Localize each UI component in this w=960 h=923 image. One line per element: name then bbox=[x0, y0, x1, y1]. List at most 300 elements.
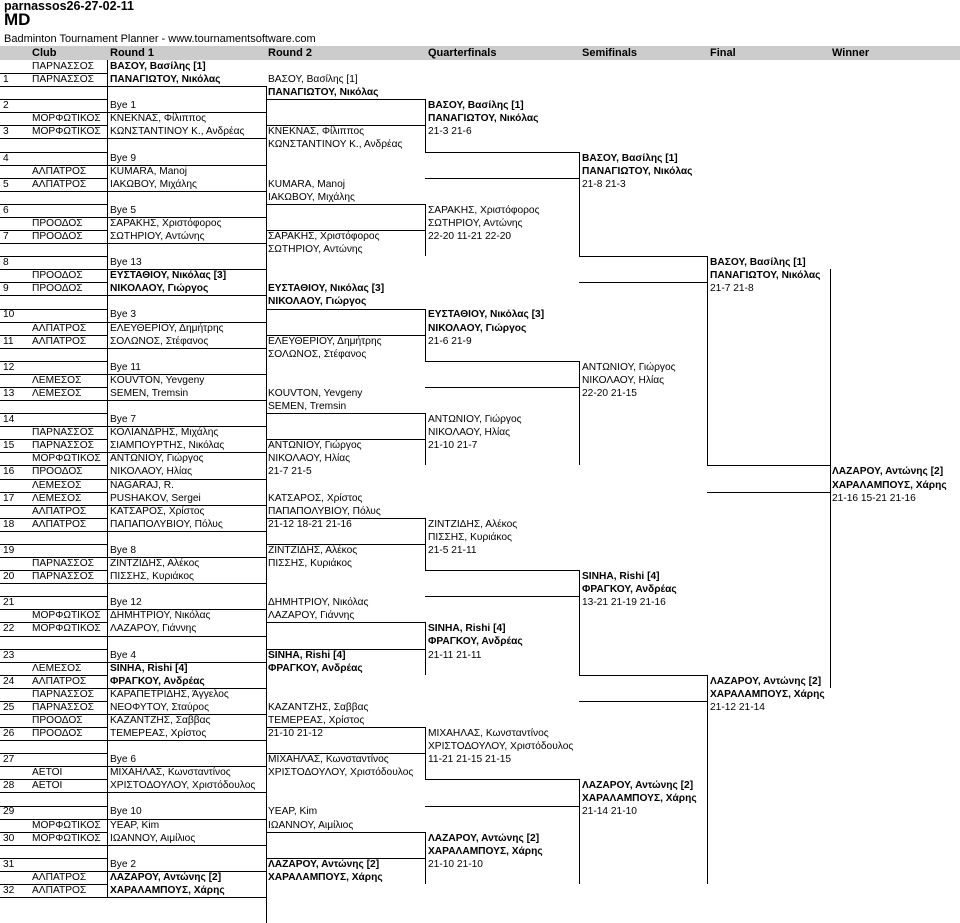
draw-position: 19 bbox=[3, 544, 15, 556]
quarterfinal-entry: ΣΑΡΑΚΗΣ, Χριστόφορος bbox=[428, 204, 540, 216]
bracket-line bbox=[0, 753, 107, 754]
bracket-line bbox=[425, 178, 579, 179]
bracket-line bbox=[0, 125, 107, 126]
header-winner: Winner bbox=[832, 47, 870, 59]
draw-position: 27 bbox=[3, 754, 15, 766]
bracket-line bbox=[107, 531, 266, 532]
header-club: Club bbox=[32, 47, 57, 59]
quarterfinal-entry: SINHA, Rishi [4] bbox=[428, 623, 506, 635]
bracket-line bbox=[425, 204, 426, 256]
round-1-entry: ΚΟΛΙΑΝΔΡΗΣ, Μιχάλης bbox=[110, 427, 219, 439]
round-2-entry: ΣΟΛΩΝΟΣ, Στέφανος bbox=[268, 348, 367, 360]
draw-row bbox=[0, 714, 960, 727]
bracket-line bbox=[0, 531, 107, 532]
semifinal-entry: ΒΑΣΟΥ, Βασίλης [1] bbox=[582, 152, 678, 164]
draw-row bbox=[0, 465, 960, 478]
round-1-entry: ΜΙΧΑΗΛΑΣ, Κωνσταντίνος bbox=[110, 767, 231, 779]
bracket-line bbox=[0, 505, 107, 506]
draw-position: 7 bbox=[3, 231, 9, 243]
semifinal-entry: ΝΙΚΟΛΑΟΥ, Ηλίας bbox=[582, 374, 665, 386]
round-1-entry: YEAP, Kim bbox=[110, 819, 160, 831]
bracket-line bbox=[0, 452, 107, 453]
bracket-line bbox=[579, 282, 707, 283]
bracket-line bbox=[0, 256, 107, 257]
quarterfinal-entry: 21-5 21-11 bbox=[428, 544, 477, 556]
bracket-line bbox=[266, 309, 425, 310]
bracket-line bbox=[0, 806, 107, 807]
bracket-line bbox=[266, 766, 267, 818]
round-1-entry: Bye 11 bbox=[110, 361, 141, 373]
draw-row bbox=[0, 479, 960, 492]
draw-row bbox=[0, 792, 960, 805]
bracket-line bbox=[266, 622, 425, 623]
round-1-entry: ΝΙΚΟΛΑΟΥ, Ηλίας bbox=[110, 466, 193, 478]
bracket-line bbox=[0, 217, 107, 218]
draw-position: 21 bbox=[3, 597, 15, 609]
round-1-entry: ΙΩΑΝΝΟΥ, Αιμίλιος bbox=[110, 832, 196, 844]
bracket-line bbox=[425, 413, 426, 465]
bracket-line bbox=[107, 766, 108, 792]
bracket-line bbox=[107, 269, 108, 295]
round-2-entry: ΕΛΕΥΘΕΡΙΟΥ, Δημήτρης bbox=[268, 335, 382, 347]
draw-row bbox=[0, 819, 960, 832]
bracket-line bbox=[0, 112, 107, 113]
draw-row bbox=[0, 452, 960, 465]
bracket-line bbox=[107, 845, 266, 846]
draw-position: 32 bbox=[3, 884, 15, 896]
club-name: ΠΡΟΟΔΟΣ bbox=[32, 466, 83, 478]
round-2-entry: ΦΡΑΓΚΟΥ, Ανδρέας bbox=[268, 662, 363, 674]
bracket-line bbox=[107, 191, 266, 192]
round-1-entry: ΣΑΡΑΚΗΣ, Χριστόφορος bbox=[110, 217, 222, 229]
semifinal-entry: 21-8 21-3 bbox=[582, 178, 626, 190]
round-1-entry: NAGARAJ, R. bbox=[110, 479, 174, 491]
semifinal-entry: 22-20 21-15 bbox=[582, 387, 637, 399]
club-name: ΑΛΠΑΤΡΟΣ bbox=[32, 675, 87, 687]
round-2-entry: ΕΥΣΤΑΘΙΟΥ, Νικόλας [3] bbox=[268, 283, 385, 295]
club-name: ΠΑΡΝΑΣΣΟΣ bbox=[32, 557, 94, 569]
bracket-line bbox=[107, 138, 266, 139]
draw-row bbox=[0, 583, 960, 596]
bracket-line bbox=[0, 387, 107, 388]
header-semifinals: Semifinals bbox=[582, 47, 638, 59]
club-name: ΛΕΜΕΣΟΣ bbox=[32, 374, 82, 386]
bracket-line bbox=[107, 583, 266, 584]
draw-position: 12 bbox=[3, 361, 15, 373]
draw-position: 6 bbox=[3, 204, 9, 216]
bracket-line bbox=[266, 819, 267, 871]
bracket-line bbox=[0, 230, 107, 231]
club-name: ΜΟΡΦΩΤΙΚΟΣ bbox=[32, 453, 101, 465]
bracket-line bbox=[107, 191, 108, 217]
header-final: Final bbox=[710, 47, 736, 59]
bracket-line bbox=[0, 465, 107, 466]
bracket-line bbox=[0, 439, 107, 440]
round-1-entry: Bye 12 bbox=[110, 597, 142, 609]
quarterfinal-entry: 21-11 21-11 bbox=[428, 649, 482, 661]
bracket-line bbox=[0, 165, 107, 166]
semifinal-entry: ΧΑΡΑΛΑΜΠΟΥΣ, Χάρης bbox=[582, 793, 697, 805]
bracket-line bbox=[266, 191, 267, 243]
round-1-entry: ΕΥΣΤΑΘΙΟΥ, Νικόλας [3] bbox=[110, 270, 227, 282]
draw-row bbox=[0, 217, 960, 230]
bracket-line bbox=[266, 348, 267, 400]
draw-row bbox=[0, 138, 960, 151]
draw-position: 30 bbox=[3, 832, 15, 844]
bracket-line bbox=[0, 479, 107, 480]
bracket-line bbox=[0, 792, 107, 793]
round-1-entry: ΚΝΕΚΝΑΣ, Φίλιππος bbox=[110, 113, 207, 125]
bracket-line bbox=[107, 792, 266, 793]
quarterfinal-entry: ΜΙΧΑΗΛΑΣ, Κωνσταντίνος bbox=[428, 727, 549, 739]
bracket-line bbox=[107, 400, 108, 426]
round-1-entry: ΠΑΠΑΠΟΛΥΒΙΟΥ, Πόλυς bbox=[110, 518, 223, 530]
draw-row bbox=[0, 413, 960, 426]
club-name: ΠΡΟΟΔΟΣ bbox=[32, 727, 83, 739]
draw-position: 17 bbox=[3, 492, 15, 504]
semifinal-entry: ΛΑΖΑΡΟΥ, Αντώνης [2] bbox=[582, 780, 694, 792]
draw-position: 31 bbox=[3, 858, 15, 870]
round-1-entry: ΙΑΚΩΒΟΥ, Μιχάλης bbox=[110, 178, 197, 190]
bracket-line bbox=[107, 374, 108, 400]
round-1-entry: ΚΩΝΣΤΑΝΤΙΝΟΥ Κ., Ανδρέας bbox=[110, 126, 245, 138]
round-1-entry: ΧΑΡΑΛΑΜΠΟΥΣ, Χάρης bbox=[110, 884, 225, 896]
bracket-line bbox=[266, 230, 425, 231]
club-name: ΠΑΡΝΑΣΣΟΣ bbox=[32, 74, 94, 86]
round-1-entry: Bye 8 bbox=[110, 544, 137, 556]
draw-row bbox=[0, 531, 960, 544]
bracket-line bbox=[0, 675, 107, 676]
bracket-line bbox=[0, 649, 107, 650]
bracket-line bbox=[107, 688, 108, 714]
round-2-entry: KUMARA, Manoj bbox=[268, 178, 345, 190]
draw-position: 15 bbox=[3, 440, 15, 452]
bracket-line bbox=[0, 413, 107, 414]
semifinal-entry: ΦΡΑΓΚΟΥ, Ανδρέας bbox=[582, 584, 677, 596]
bracket-line bbox=[107, 452, 108, 478]
club-name: ΑΛΠΑΤΡΟΣ bbox=[32, 165, 87, 177]
bracket-line bbox=[707, 675, 708, 884]
draw-row bbox=[0, 884, 960, 897]
bracket-line bbox=[707, 256, 708, 465]
bracket-line bbox=[0, 348, 107, 349]
quarterfinal-entry: ΧΡΙΣΤΟΔΟΥΛΟΥ, Χριστόδουλος bbox=[428, 741, 574, 753]
round-2-entry: KOUVTON, Yevgeny bbox=[268, 387, 363, 399]
bracket-line bbox=[266, 400, 267, 452]
bracket-line bbox=[107, 86, 108, 112]
bracket-line bbox=[266, 295, 267, 347]
bracket-line bbox=[0, 596, 107, 597]
club-name: ΠΡΟΟΔΟΣ bbox=[32, 270, 83, 282]
draw-row bbox=[0, 60, 960, 73]
round-1-entry: Bye 3 bbox=[110, 309, 137, 321]
bracket-line bbox=[266, 753, 425, 754]
bracket-line bbox=[579, 361, 580, 466]
club-name: ΑΛΠΑΤΡΟΣ bbox=[32, 505, 87, 517]
round-2-entry: ΧΑΡΑΛΑΜΠΟΥΣ, Χάρης bbox=[268, 871, 383, 883]
round-1-entry: Bye 9 bbox=[110, 152, 137, 164]
bracket-line bbox=[107, 609, 108, 635]
bracket-line bbox=[107, 452, 266, 453]
draw-position: 29 bbox=[3, 806, 15, 818]
round-2-entry: ΚΝΕΚΝΑΣ, Φίλιππος bbox=[268, 126, 365, 138]
draw-row bbox=[0, 570, 960, 583]
draw-row bbox=[0, 832, 960, 845]
round-2-entry: ΚΑΖΑΝΤΖΗΣ, Σαββας bbox=[268, 701, 369, 713]
draw-position: 3 bbox=[3, 126, 9, 138]
round-1-entry: ΔΗΜΗΤΡΙΟΥ, Νικόλας bbox=[110, 610, 211, 622]
round-2-entry: SINHA, Rishi [4] bbox=[268, 649, 346, 661]
draw-position: 13 bbox=[3, 387, 15, 399]
bracket-line bbox=[0, 740, 107, 741]
bracket-line bbox=[266, 335, 425, 336]
round-1-entry: KUMARA, Manoj bbox=[110, 165, 187, 177]
bracket-line bbox=[0, 426, 107, 427]
round-1-entry: SEMEN, Tremsin bbox=[110, 387, 189, 399]
bracket-line bbox=[0, 544, 107, 545]
round-1-entry: Bye 1 bbox=[110, 100, 137, 112]
final-entry: ΧΑΡΑΛΑΜΠΟΥΣ, Χάρης bbox=[710, 688, 825, 700]
bracket-line bbox=[0, 322, 107, 323]
quarterfinal-entry: ΦΡΑΓΚΟΥ, Ανδρέας bbox=[428, 636, 523, 648]
bracket-line bbox=[107, 871, 108, 897]
bracket-line bbox=[107, 138, 108, 164]
bracket-line bbox=[266, 99, 425, 100]
bracket-line bbox=[0, 832, 107, 833]
club-name: ΠΡΟΟΔΟΣ bbox=[32, 231, 83, 243]
bracket-line bbox=[425, 99, 426, 151]
bracket-line bbox=[0, 727, 107, 728]
bracket-line bbox=[0, 152, 107, 153]
bracket-line bbox=[107, 636, 108, 662]
draw-row bbox=[0, 256, 960, 269]
draw-row bbox=[0, 73, 960, 86]
software-credit: Badminton Tournament Planner - www.tournamentsoftware.com bbox=[4, 33, 316, 45]
final-entry: ΠΑΝΑΓΙΩΤΟΥ, Νικόλας bbox=[710, 270, 821, 282]
draw-position: 26 bbox=[3, 727, 15, 739]
bracket-line bbox=[579, 675, 707, 676]
bracket-line bbox=[0, 779, 107, 780]
semifinal-entry: ΑΝΤΩΝΙΟΥ, Γιώργος bbox=[582, 361, 676, 373]
bracket-line bbox=[107, 557, 266, 558]
draw-row bbox=[0, 99, 960, 112]
draw-row bbox=[0, 86, 960, 99]
club-name: ΑΛΠΑΤΡΟΣ bbox=[32, 871, 87, 883]
bracket-line bbox=[0, 871, 107, 872]
bracket-line bbox=[0, 897, 107, 898]
bracket-line bbox=[425, 596, 579, 597]
bracket-line bbox=[107, 60, 108, 86]
round-1-entry: ΚΑΤΣΑΡΟΣ, Χρίστος bbox=[110, 505, 205, 517]
bracket-line bbox=[0, 583, 107, 584]
bracket-line bbox=[425, 309, 426, 361]
bracket-line bbox=[0, 86, 107, 87]
draw-position: 1 bbox=[3, 74, 9, 86]
draw-row bbox=[0, 649, 960, 662]
quarterfinal-entry: 21-10 21-10 bbox=[428, 858, 483, 870]
bracket-line bbox=[266, 204, 425, 205]
bracket-line bbox=[0, 361, 107, 362]
round-1-entry: ΛΑΖΑΡΟΥ, Αντώνης [2] bbox=[110, 871, 222, 883]
draw-row bbox=[0, 858, 960, 871]
draw-row bbox=[0, 766, 960, 779]
round-1-entry: SINHA, Rishi [4] bbox=[110, 662, 188, 674]
draw-position: 8 bbox=[3, 257, 9, 269]
club-name: ΜΟΡΦΩΤΙΚΟΣ bbox=[32, 126, 101, 138]
semifinal-entry: ΠΑΝΑΓΙΩΤΟΥ, Νικόλας bbox=[582, 165, 693, 177]
bracket-line bbox=[107, 662, 108, 688]
round-1-entry: ΣΟΛΩΝΟΣ, Στέφανος bbox=[110, 335, 209, 347]
draw-row bbox=[0, 779, 960, 792]
draw-position: 23 bbox=[3, 649, 15, 661]
draw-row bbox=[0, 204, 960, 217]
bracket-line bbox=[0, 309, 107, 310]
club-name: ΑΛΠΑΤΡΟΣ bbox=[32, 178, 87, 190]
final-entry: 21-12 21-14 bbox=[710, 701, 765, 713]
club-name: ΛΕΜΕΣΟΣ bbox=[32, 492, 82, 504]
bracket-line bbox=[0, 492, 107, 493]
draw-row bbox=[0, 701, 960, 714]
bracket-line bbox=[0, 204, 107, 205]
draw-row bbox=[0, 165, 960, 178]
club-name: ΑΛΠΑΤΡΟΣ bbox=[32, 884, 87, 896]
bracket-line bbox=[107, 662, 266, 663]
round-1-entry: ΑΝΤΩΝΙΟΥ, Γιώργος bbox=[110, 453, 204, 465]
draw-row bbox=[0, 492, 960, 505]
draw-row bbox=[0, 125, 960, 138]
round-2-entry: ΖΙΝΤΖΙΔΗΣ, Αλέκος bbox=[268, 544, 358, 556]
bracket-line bbox=[0, 688, 107, 689]
bracket-line bbox=[0, 518, 107, 519]
round-2-entry: ΣΑΡΑΚΗΣ, Χριστόφορος bbox=[268, 231, 380, 243]
round-2-entry: ΧΡΙΣΤΟΔΟΥΛΟΥ, Χριστόδουλος bbox=[268, 767, 414, 779]
round-1-entry: ΚΑΖΑΝΤΖΗΣ, Σαββας bbox=[110, 714, 211, 726]
round-2-entry: ΝΙΚΟΛΑΟΥ, Ηλίας bbox=[268, 453, 351, 465]
round-2-entry: ΤΕΜΕΡΕΑΣ, Χρίστος bbox=[268, 714, 365, 726]
bracket-line bbox=[107, 217, 108, 243]
draw-position: 10 bbox=[3, 309, 15, 321]
round-2-entry: ΠΑΝΑΓΙΩΤΟΥ, Νικόλας bbox=[268, 87, 379, 99]
draw-row bbox=[0, 740, 960, 753]
draw-row bbox=[0, 269, 960, 282]
bracket-line bbox=[266, 557, 267, 609]
bracket-line bbox=[107, 348, 108, 374]
draw-row bbox=[0, 400, 960, 413]
bracket-line bbox=[579, 779, 580, 884]
bracket-line bbox=[266, 609, 267, 661]
bracket-line bbox=[579, 701, 707, 702]
bracket-line bbox=[266, 662, 267, 714]
final-entry: ΒΑΣΟΥ, Βασίλης [1] bbox=[710, 257, 806, 269]
bracket-line bbox=[266, 439, 425, 440]
round-1-entry: Bye 10 bbox=[110, 806, 142, 818]
club-name: ΠΡΟΟΔΟΣ bbox=[32, 283, 83, 295]
semifinal-entry: 21-14 21-10 bbox=[582, 806, 637, 818]
round-2-entry: ΠΙΣΣΗΣ, Κυριάκος bbox=[268, 557, 352, 569]
bracket-line bbox=[0, 819, 107, 820]
round-2-entry: ΙΑΚΩΒΟΥ, Μιχάλης bbox=[268, 191, 355, 203]
draw-row bbox=[0, 622, 960, 635]
club-name: ΛΕΜΕΣΟΣ bbox=[32, 662, 82, 674]
draw-row bbox=[0, 753, 960, 766]
draw-row bbox=[0, 544, 960, 557]
bracket-line bbox=[266, 125, 425, 126]
bracket-line bbox=[0, 138, 107, 139]
club-name: ΠΑΡΝΑΣΣΟΣ bbox=[32, 440, 94, 452]
bracket-line bbox=[266, 505, 267, 557]
round-2-entry: ΙΩΑΝΝΟΥ, Αιμίλιος bbox=[268, 819, 354, 831]
bracket-line bbox=[107, 348, 266, 349]
bracket-line bbox=[0, 243, 107, 244]
bracket-line bbox=[107, 845, 108, 871]
draw-position: 20 bbox=[3, 571, 15, 583]
bracket-line bbox=[0, 178, 107, 179]
draw-position: 2 bbox=[3, 100, 9, 112]
round-2-entry: ΛΑΖΑΡΟΥ, Γιάννης bbox=[268, 610, 355, 622]
round-1-entry: Bye 6 bbox=[110, 754, 137, 766]
club-name: ΠΡΟΟΔΟΣ bbox=[32, 714, 83, 726]
quarterfinal-entry: 21-10 21-7 bbox=[428, 440, 478, 452]
round-1-entry: ΠΑΝΑΓΙΩΤΟΥ, Νικόλας bbox=[110, 74, 221, 86]
bracket-line bbox=[266, 452, 267, 504]
header-round-2: Round 2 bbox=[268, 47, 312, 59]
quarterfinal-entry: ΒΑΣΟΥ, Βασίλης [1] bbox=[428, 100, 524, 112]
round-2-entry: ΛΑΖΑΡΟΥ, Αντώνης [2] bbox=[268, 858, 380, 870]
bracket-line bbox=[107, 86, 266, 87]
bracket-line bbox=[425, 779, 579, 780]
bracket-line bbox=[266, 518, 425, 519]
round-2-entry: ΑΝΤΩΝΙΟΥ, Γιώργος bbox=[268, 440, 362, 452]
quarterfinal-entry: 21-3 21-6 bbox=[428, 126, 472, 138]
round-2-entry: 21-7 21-5 bbox=[268, 466, 312, 478]
draw-row bbox=[0, 322, 960, 335]
round-2-entry: ΚΩΝΣΤΑΝΤΙΝΟΥ Κ., Ανδρέας bbox=[268, 139, 403, 151]
club-name: ΠΑΡΝΑΣΣΟΣ bbox=[32, 61, 94, 72]
bracket-line bbox=[107, 295, 266, 296]
quarterfinal-entry: 11-21 21-15 21-15 bbox=[428, 754, 512, 766]
semifinal-entry: SINHA, Rishi [4] bbox=[582, 571, 660, 583]
round-1-entry: ΚΑΡΑΠΕΤΡΙΔΗΣ, Άγγελος bbox=[110, 688, 229, 700]
bracket-line bbox=[0, 845, 107, 846]
draw-row bbox=[0, 845, 960, 858]
round-1-entry: ΣΩΤΗΡΙΟΥ, Αντώνης bbox=[110, 231, 205, 243]
draw-position: 5 bbox=[3, 178, 9, 190]
draw-row bbox=[0, 662, 960, 675]
draw-row bbox=[0, 439, 960, 452]
bracket-line bbox=[266, 544, 425, 545]
bracket-line bbox=[0, 701, 107, 702]
final-entry: ΛΑΖΑΡΟΥ, Αντώνης [2] bbox=[710, 675, 822, 687]
draw-row bbox=[0, 230, 960, 243]
draw-row bbox=[0, 335, 960, 348]
bracket-line bbox=[107, 295, 108, 321]
bracket-line bbox=[830, 269, 831, 688]
bracket-line bbox=[107, 714, 266, 715]
club-name: ΠΑΡΝΑΣΣΟΣ bbox=[32, 701, 94, 713]
bracket-line bbox=[0, 269, 107, 270]
draw-row bbox=[0, 152, 960, 165]
bracket-line bbox=[107, 505, 266, 506]
bracket-line bbox=[579, 256, 707, 257]
bracket-line bbox=[266, 871, 267, 923]
round-1-entry: Bye 4 bbox=[110, 649, 137, 661]
club-name: ΑΕΤΟΙ bbox=[32, 767, 63, 779]
draw-position: 25 bbox=[3, 701, 15, 713]
draw-row bbox=[0, 871, 960, 884]
bracket-line bbox=[0, 609, 107, 610]
bracket-line bbox=[0, 557, 107, 558]
bracket-line bbox=[107, 819, 266, 820]
